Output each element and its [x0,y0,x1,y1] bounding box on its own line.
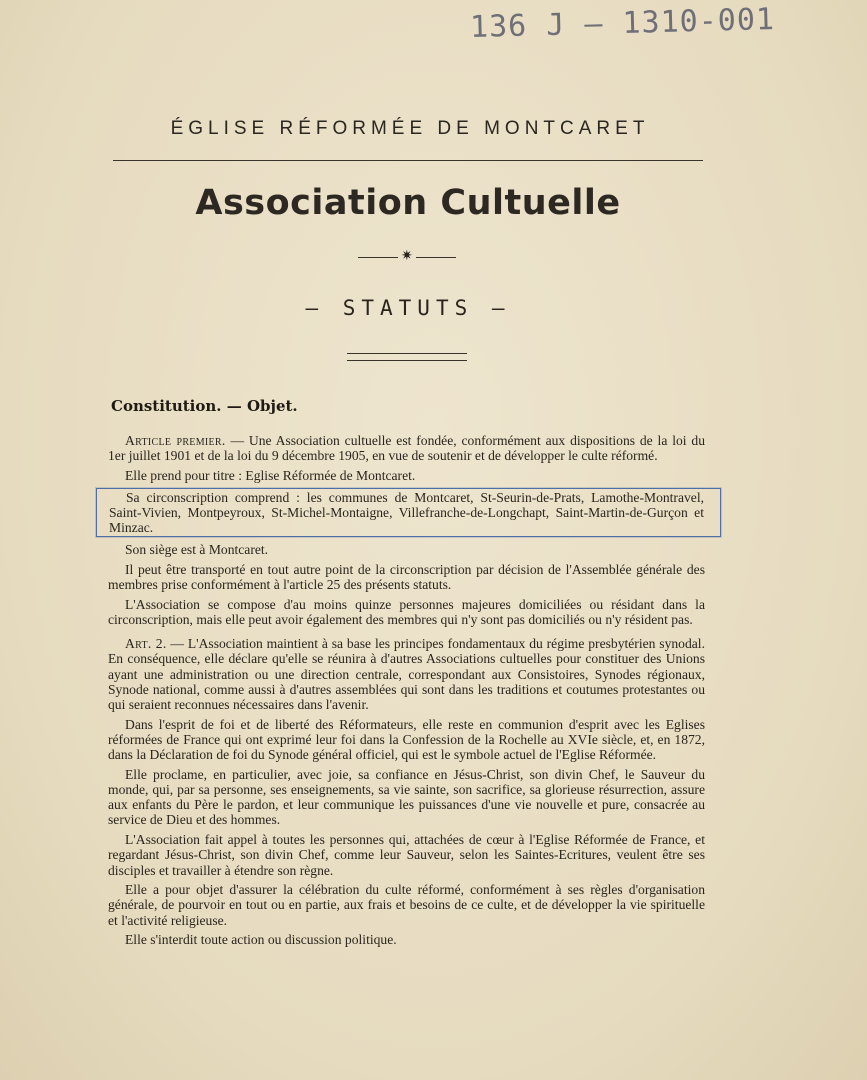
double-divider [347,353,467,361]
title-ornament [358,251,458,265]
header-divider [113,160,703,161]
document-subtitle: — STATUTS — [305,296,511,320]
paragraph [108,562,705,592]
paragraph-text: L'Association fait appel à toutes les personnes qui, attachées de cœur à l'Eglise Réformée de France, et regardant Jésus-Christ, son divin Chef, comme leur Sauveur, selon les Saintes-Ecritures, veulent être ses disciples et travailler à étendre son règne. [108,832,705,878]
paragraph-text: — L'Association maintient à sa base les principes fondamentaux du régime presbytérien synodal. En conséquence, elle déclare qu'elle se réunira à d'autres Associations cultuelles pour constituer des Unions ayant une administration ou une direction centrale, correspondant aux Consistoires, Synodes régionaux, Synode national, comme aussi à d'autres assemblées qui sont dans les traditions et coutumes protestantes ou qui seraient reconnues nécessaires dans l'avenir. [108,636,705,713]
paragraph [108,597,705,627]
paragraph [108,542,705,557]
church-name: ÉGLISE RÉFORMÉE DE MONTCARET [170,118,650,139]
paragraph-text: L'Association se compose d'au moins quinze personnes majeures domiciliées ou résidant dans la circonscription, mais elle peut avoir également des membres qui n'y sont pas domiciliés ou n'y résident pas. [108,596,705,628]
paragraph-text: Elle s'interdit toute action ou discussion politique. [125,932,397,948]
paragraph-text: Elle a pour objet d'assurer la célébration du culte réformé, conformément à ses règles d'organisation générale, de pourvoir en tout ou en partie, aux frais et besoins de ce culte, et de développer la vie spirituelle et l'activité religieuse. [108,882,705,928]
paragraph [108,433,705,463]
paragraph-text: Sa circonscription comprend : les communes de Montcaret, St-Seurin-de-Prats, Lamothe-Montravel, Saint-Vivien, Montpeyroux, St-Michel-Montaigne, Villefranche-de-Longchapt, Saint-Martin-de-Gurçon et Minzac. [109,489,704,536]
paragraph [108,468,705,483]
highlighted-paragraph [96,488,721,538]
paragraph-text: Elle prend pour titre : Eglise Réformée de Montcaret. [125,467,416,483]
ornament-line-right [416,257,456,258]
handwritten-archive-reference: 136 J — 1310-001 [469,2,776,45]
paragraph-text: — Une Association cultuelle est fondée, conformément aux dispositions de la loi du 1er juillet 1901 et de la loi du 9 décembre 1905, en vue de soutenir et de développer le culte réformé. [108,433,705,464]
article-lead: Art. 2. [125,636,167,652]
paragraph-text: Son siège est à Montcaret. [125,542,269,558]
paragraph-text: Il peut être transporté en tout autre point de la circonscription par décision de l'Assemblée générale des membres prise conformément à l'article 25 des présents statuts. [108,561,705,593]
article-lead: Article premier. [125,433,226,448]
ornament-star-icon: ✷ [401,249,413,264]
paragraph [108,767,705,828]
document-title: Association Cultuelle [195,183,621,223]
paragraph [108,932,705,947]
paragraph [108,717,705,763]
ornament-line-left [358,257,398,258]
paragraph [108,832,705,878]
statutes-body [108,433,705,952]
paragraph-text: Dans l'esprit de foi et de liberté des Réformateurs, elle reste en communion d'esprit avec les Eglises réformées de France qui ont exprimé leur foi dans la Confession de la Rochelle au XVIe siècle, et, en 1872, dans la Déclaration de foi du Synode général officiel, qui est le symbole actuel de l'Eglise Réformée. [108,716,705,763]
paragraph-text: Elle proclame, en particulier, avec joie, sa confiance en Jésus-Christ, son divin Chef, le Sauveur du monde, qui, par sa personne, ses enseignements, sa vie sainte, son sacrifice, sa glorieuse résurrection, assure aux enfants du Père le pardon, et leur communique les puissances d'une vie nouvelle et pure, consacrée au service de Dieu et des hommes. [108,766,705,828]
section-heading: Constitution. — Objet. [111,397,298,415]
paragraph [108,882,705,928]
paragraph [108,636,705,712]
